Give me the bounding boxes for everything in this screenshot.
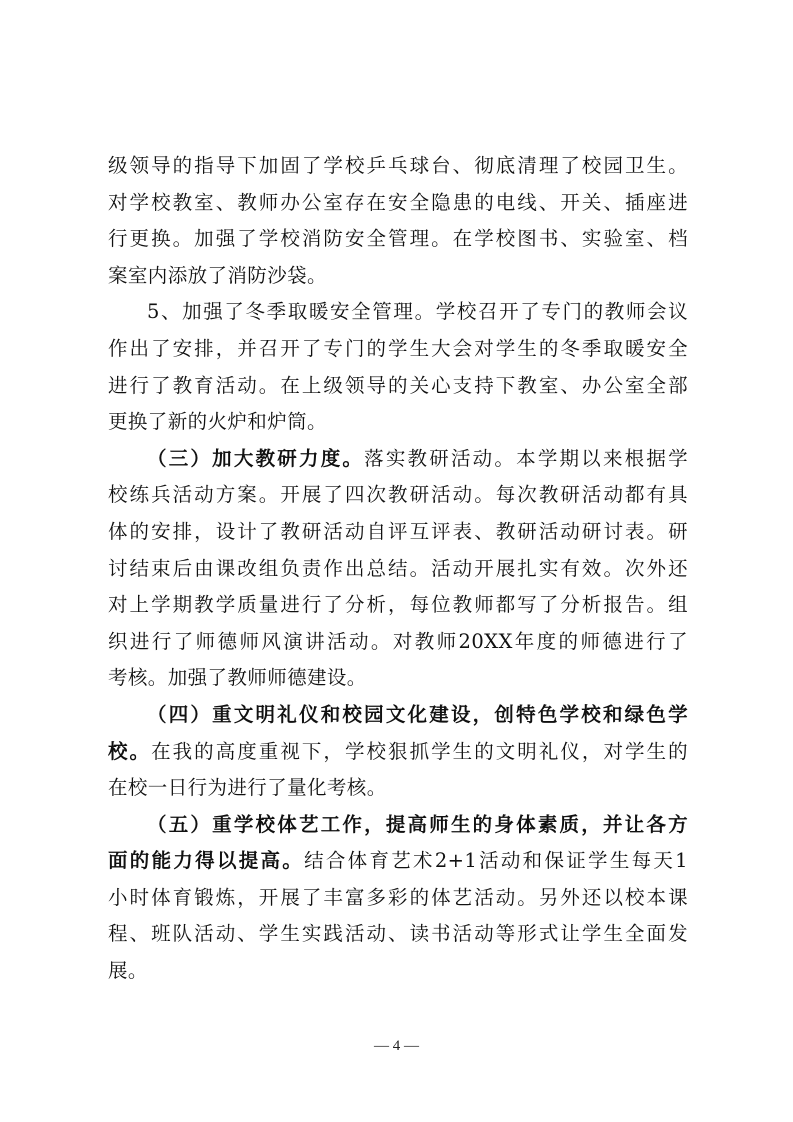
paragraph-1 xyxy=(108,148,688,294)
text-line: 作出了安排，并召开了专门的学生大会对学生的冬季取暖安全 xyxy=(108,336,688,360)
text-line: 织进行了师德师风演讲活动。对教师20XX年度的师德进行了 xyxy=(108,629,688,653)
text-line xyxy=(108,807,688,844)
text-line xyxy=(108,441,688,478)
text-line: 校练兵活动方案。开展了四次教研活动。每次教研活动都有具 xyxy=(108,483,688,507)
text-line: 体的安排，设计了教研活动自评互评表、教研活动研讨表。研 xyxy=(108,519,688,543)
text-line: 程、班队活动、学生实践活动、读书活动等形式让学生全面发 xyxy=(108,922,688,946)
text-line xyxy=(108,843,688,880)
text-line: 级领导的指导下加固了学校乒乓球台、彻底清理了校园卫生。 xyxy=(108,154,688,177)
text-line: 进行了教育活动。在上级领导的关心支持下教室、办公室全部 xyxy=(108,373,688,397)
text-line: 考核。加强了教师师德建设。 xyxy=(108,666,367,690)
paragraph-2 xyxy=(108,294,688,440)
section-heading: （三）加大教研力度。 xyxy=(147,446,365,470)
text-line: 对上学期教学质量进行了分析，每位教师都写了分析报告。组 xyxy=(108,593,688,617)
text-line: 5、加强了冬季取暖安全管理。学校召开了专门的教师会议 xyxy=(147,300,688,324)
text-line: 行更换。加强了学校消防安全管理。在学校图书、实验室、档 xyxy=(108,227,688,251)
text-line: 讨结束后由课改组负责作出总结。活动开展扎实有效。次外还 xyxy=(108,556,688,580)
paragraph-5 xyxy=(108,807,688,990)
paragraph-3 xyxy=(108,441,688,697)
text-line: 案室内添放了消防沙袋。 xyxy=(108,263,327,287)
section-heading: 面的能力得以提高。 xyxy=(108,849,305,873)
document-page xyxy=(108,148,688,990)
text-line xyxy=(108,697,688,734)
text-line: 展。 xyxy=(108,959,148,983)
page-number: — 4 — xyxy=(374,1038,419,1054)
text-run: 结合体育艺术2+1活动和保证学生每天1 xyxy=(304,849,688,873)
paragraph-4 xyxy=(108,697,688,807)
text-line xyxy=(108,734,688,771)
text-run: 落实教研活动。本学期以来根据学 xyxy=(364,446,688,470)
section-heading: （五）重学校体艺工作，提高师生的身体素质，并让各方 xyxy=(147,812,688,836)
text-line: 更换了新的火炉和炉筒。 xyxy=(108,410,327,434)
section-heading: 校。 xyxy=(108,739,152,763)
text-run: 在我的高度重视下，学校狠抓学生的文明礼仪，对学生的 xyxy=(151,739,688,763)
text-line: 在校一日行为进行了量化考核。 xyxy=(108,776,387,800)
section-heading: （四）重文明礼仪和校园文化建设，创特色学校和绿色学 xyxy=(147,702,688,726)
text-line: 小时体育锻炼，开展了丰富多彩的体艺活动。另外还以校本课 xyxy=(108,885,688,909)
text-line: 对学校教室、教师办公室存在安全隐患的电线、开关、插座进 xyxy=(108,190,688,214)
